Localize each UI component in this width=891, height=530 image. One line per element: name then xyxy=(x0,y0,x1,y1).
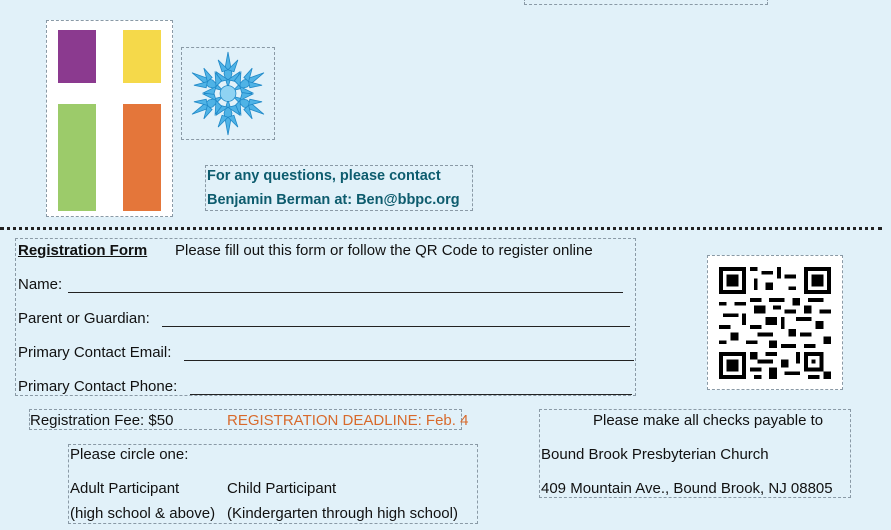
cross-purple-block xyxy=(58,30,96,83)
contact-info-box xyxy=(205,165,473,211)
snowflake-image xyxy=(181,47,275,140)
child-participant-note: (Kindergarten through high school) xyxy=(227,505,458,522)
top-textbox xyxy=(524,0,768,5)
email-label: Primary Contact Email: xyxy=(18,344,172,361)
name-label: Name: xyxy=(18,276,63,293)
qr-code-icon[interactable] xyxy=(719,267,831,379)
qr-code-box xyxy=(707,255,843,390)
circle-prompt: Please circle one: xyxy=(70,446,189,463)
form-instructions: Please fill out this form or follow the QR Code to register online xyxy=(175,242,593,259)
contact-line-1: For any questions, please contact xyxy=(207,168,441,184)
contact-line-2: Benjamin Berman at: Ben@bbpc.org xyxy=(207,192,460,208)
phone-field[interactable] xyxy=(190,394,632,395)
cross-yellow-block xyxy=(123,30,161,83)
email-field[interactable] xyxy=(184,360,634,361)
phone-label: Primary Contact Phone: xyxy=(18,378,178,395)
church-cross-logo xyxy=(46,20,173,217)
form-title: Registration Form xyxy=(18,242,148,259)
registration-fee: Registration Fee: $50 xyxy=(30,412,174,429)
cross-orange-block xyxy=(123,104,161,211)
parent-guardian-label: Parent or Guardian: xyxy=(18,310,150,327)
adult-participant-note: (high school & above) xyxy=(70,505,216,522)
child-participant-option[interactable]: Child Participant xyxy=(227,480,337,497)
adult-participant-option[interactable]: Adult Participant xyxy=(70,480,180,497)
name-field[interactable] xyxy=(68,292,623,293)
church-address: 409 Mountain Ave., Bound Brook, NJ 08805 xyxy=(541,480,833,497)
snowflake-icon xyxy=(182,48,274,139)
parent-guardian-field[interactable] xyxy=(162,326,630,327)
cut-line-separator xyxy=(0,227,882,230)
registration-deadline: REGISTRATION DEADLINE: Feb. 4 xyxy=(227,412,469,429)
cross-green-block xyxy=(58,104,96,211)
checks-payable-line: Please make all checks payable to xyxy=(593,412,824,429)
church-name: Bound Brook Presbyterian Church xyxy=(541,446,769,463)
